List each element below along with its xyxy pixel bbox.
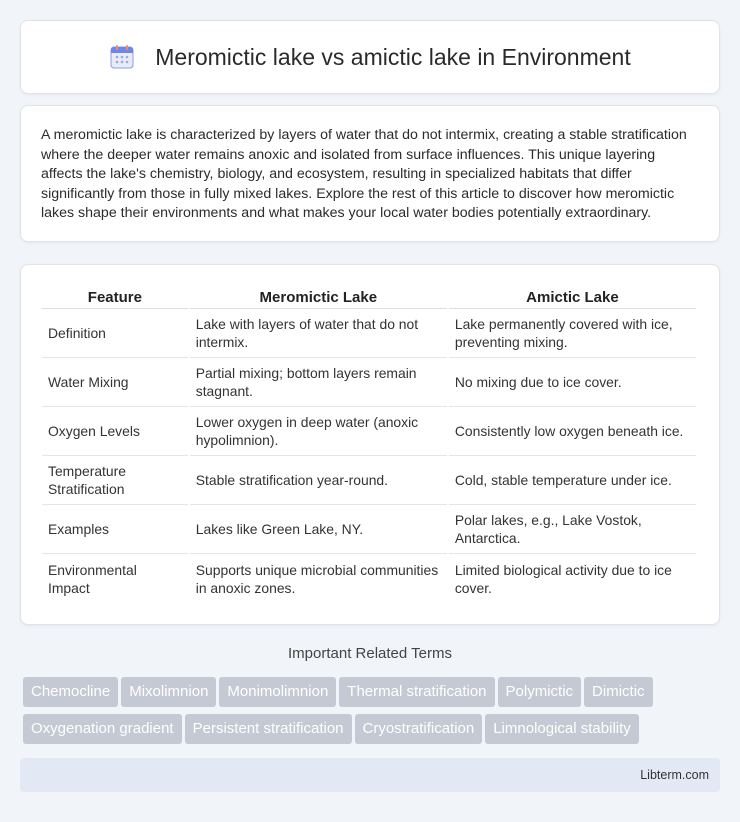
cell-feature: Environmental Impact [48,561,137,596]
page-title: Meromictic lake vs amictic lake in Environment [155,43,631,70]
tag-dimictic[interactable]: Dimictic [584,677,653,707]
related-terms-title: Important Related Terms [288,645,452,662]
cell-amictic: Cold, stable temperature under ice. [449,456,696,505]
header-feature: Feature [42,285,188,309]
table-row [42,309,696,358]
header-card [20,20,720,94]
table-row [42,505,696,554]
cell-meromictic: Lakes like Green Lake, NY. [190,505,447,554]
calendar-icon [109,44,135,70]
cell-feature: Temperature Stratification [42,456,188,505]
cell-feature: Oxygen Levels [42,407,188,456]
cell-feature: Water Mixing [42,358,188,407]
footer [20,758,720,792]
related-terms-list [23,677,723,751]
tag-chemocline[interactable]: Chemocline [23,677,118,707]
comparison-table [40,285,698,603]
header-amictic: Amictic Lake [449,285,696,309]
tag-cryostratification[interactable]: Cryostratification [355,714,483,744]
tag-mixolimnion[interactable]: Mixolimnion [121,677,216,707]
cell-amictic: Polar lakes, e.g., Lake Vostok, Antarctica. [449,505,696,554]
cell-meromictic: Supports unique microbial communities in anoxic zones. [195,561,439,596]
table-row [42,456,696,505]
tag-oxygenation-gradient[interactable]: Oxygenation gradient [23,714,182,744]
table-header-row [42,285,696,309]
cell-meromictic: Stable stratification year-round. [190,456,447,505]
cell-amictic: Limited biological activity due to ice cover. [454,561,672,596]
tag-polymictic[interactable]: Polymictic [498,677,582,707]
tag-monimolimnion[interactable]: Monimolimnion [219,677,336,707]
footer-brand[interactable]: Libterm.com [640,768,709,782]
tag-thermal-stratification[interactable]: Thermal stratification [339,677,494,707]
table-row [42,407,696,456]
tag-persistent-stratification[interactable]: Persistent stratification [185,714,352,744]
cell-amictic: No mixing due to ice cover. [449,358,696,407]
cell-meromictic: Lower oxygen in deep water (anoxic hypolimnion). [190,407,447,456]
intro-card [20,105,720,242]
cell-meromictic: Partial mixing; bottom layers remain stagnant. [190,358,447,407]
comparison-table-card [20,264,720,625]
cell-feature: Definition [42,309,188,358]
cell-amictic: Lake permanently covered with ice, preventing mixing. [449,309,696,358]
tag-limnological-stability[interactable]: Limnological stability [485,714,639,744]
intro-text: A meromictic lake is characterized by layers of water that do not intermix, creating a stable stratification where the deeper water remains anoxic and isolated from surface influences. This unique layering affects the lake's chemistry, biology, and ecosystem, resulting in specialized habitats that differ significantly from those in fully mixed lakes. Explore the rest of this article to discover how meromictic lakes shape their environments and what makes your local water bodies potentially extraordinary. [41,127,687,222]
table-row [42,358,696,407]
table-row [42,554,696,603]
cell-amictic: Consistently low oxygen beneath ice. [449,407,696,456]
cell-meromictic: Lake with layers of water that do not intermix. [190,309,447,358]
header-meromictic: Meromictic Lake [190,285,447,309]
cell-feature: Examples [42,505,188,554]
